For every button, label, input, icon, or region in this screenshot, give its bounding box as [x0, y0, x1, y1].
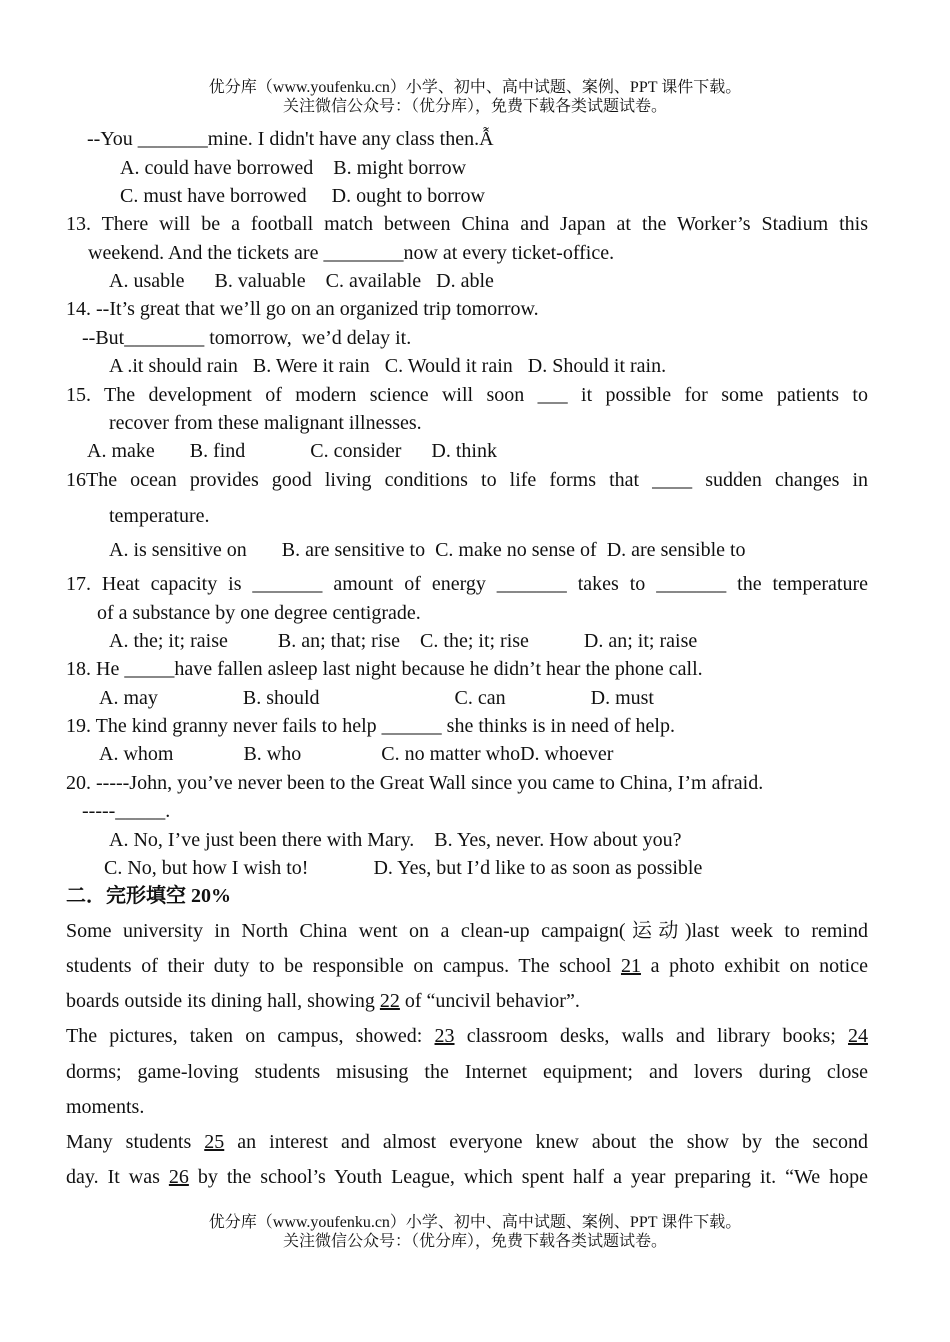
- q20-stem-line-2: -----_____.: [82, 800, 171, 822]
- q20-stem-line-1: 20. -----John, you’ve never been to the Great Wall since you came to China, I’m afraid.: [66, 772, 764, 794]
- q13-stem-line-2: weekend. And the tickets are ________now at every ticket-office.: [88, 242, 615, 264]
- passage-p1-line-2: students of their duty to be responsible on campus. The school 21 a photo exhibit on notice: [66, 955, 868, 977]
- header-line-1: 优分库（www.youfenku.cn）小学、初中、高中试题、案例、PPT 课件下载。: [208, 79, 742, 96]
- passage-p3-line-2: day. It was 26 by the school’s Youth League, which spent half a year preparing it. “We hope: [66, 1166, 868, 1188]
- q15-stem-line-1: 15. The development of modern science will soon ___ it possible for some patients to: [66, 384, 868, 406]
- passage-p1-line-1: Some university in North China went on a clean-up campaign(运动)last week to remind: [66, 920, 868, 942]
- blank-22: 22: [379, 990, 400, 1012]
- q17-stem-line-1: 17. Heat capacity is _______ amount of energy _______ takes to _______ the temperature: [66, 573, 868, 595]
- passage-p2-line-1: The pictures, taken on campus, showed: 23 classroom desks, walls and library books; 24: [66, 1025, 869, 1047]
- q12-options-cd: C. must have borrowed D. ought to borrow: [120, 185, 485, 207]
- footer-line-1: 优分库（www.youfenku.cn）小学、初中、高中试题、案例、PPT 课件下载。: [208, 1214, 742, 1231]
- q12-options-ab: A. could have borrowed B. might borrow: [120, 157, 467, 179]
- q16-stem-line-2: temperature.: [109, 505, 210, 527]
- q19-options: A. whom B. who C. no matter whoD. whoever: [99, 743, 614, 765]
- section-title: 二．完形填空 20%: [66, 885, 231, 907]
- header-line-2: 关注微信公众号：（优分库），免费下载各类试题试卷。: [282, 98, 667, 115]
- q12-stem: --You _______mine. I didn't have any class then.Ẫ: [87, 128, 494, 150]
- blank-25: 25: [204, 1131, 225, 1153]
- q13-options: A. usable B. valuable C. available D. able: [109, 270, 494, 292]
- q14-stem-line-1: 14. --It’s great that we’ll go on an organized trip tomorrow.: [66, 298, 539, 320]
- q15-options: A. make B. find C. consider D. think: [87, 440, 497, 462]
- q16-options: A. is sensitive on B. are sensitive to C. make no sense of D. are sensible to: [109, 539, 746, 561]
- passage-p2-line-3: moments.: [66, 1096, 145, 1118]
- blank-21: 21: [620, 955, 641, 977]
- q15-stem-line-2: recover from these malignant illnesses.: [109, 412, 422, 434]
- q20-options-cd: C. No, but how I wish to! D. Yes, but I’d like to as soon as possible: [104, 857, 703, 879]
- blank-24: 24: [848, 1025, 869, 1047]
- q14-options: A .it should rain B. Were it rain C. Would it rain D. Should it rain.: [109, 355, 667, 377]
- q17-stem-line-2: of a substance by one degree centigrade.: [97, 602, 421, 624]
- q17-options: A. the; it; raise B. an; that; rise C. the; it; rise D. an; it; raise: [109, 630, 698, 652]
- q13-stem-line-1: 13. There will be a football match between China and Japan at the Worker’s Stadium this: [66, 213, 868, 235]
- q18-stem: 18. He _____have fallen asleep last night because he didn’t hear the phone call.: [66, 658, 703, 680]
- passage-p1-line-3: boards outside its dining hall, showing 22 of “uncivil behavior”.: [66, 990, 580, 1012]
- q19-stem: 19. The kind granny never fails to help ______ she thinks is in need of help.: [66, 715, 675, 737]
- q20-options-ab: A. No, I’ve just been there with Mary. B. Yes, never. How about you?: [109, 829, 682, 851]
- footer-line-2: 关注微信公众号：（优分库），免费下载各类试题试卷。: [282, 1233, 667, 1250]
- passage-p3-line-1: Many students 25 an interest and almost everyone knew about the show by the second: [66, 1131, 868, 1153]
- blank-26: 26: [168, 1166, 189, 1188]
- q14-stem-line-2: --But________ tomorrow, we’d delay it.: [82, 327, 412, 349]
- q18-options: A. may B. should C. can D. must: [99, 687, 654, 709]
- q16-stem-line-1: 16The ocean provides good living conditions to life forms that ____ sudden changes in: [66, 469, 868, 491]
- passage-p2-line-2: dorms; game-loving students misusing the Internet equipment; and lovers during close: [66, 1061, 868, 1083]
- blank-23: 23: [434, 1025, 455, 1047]
